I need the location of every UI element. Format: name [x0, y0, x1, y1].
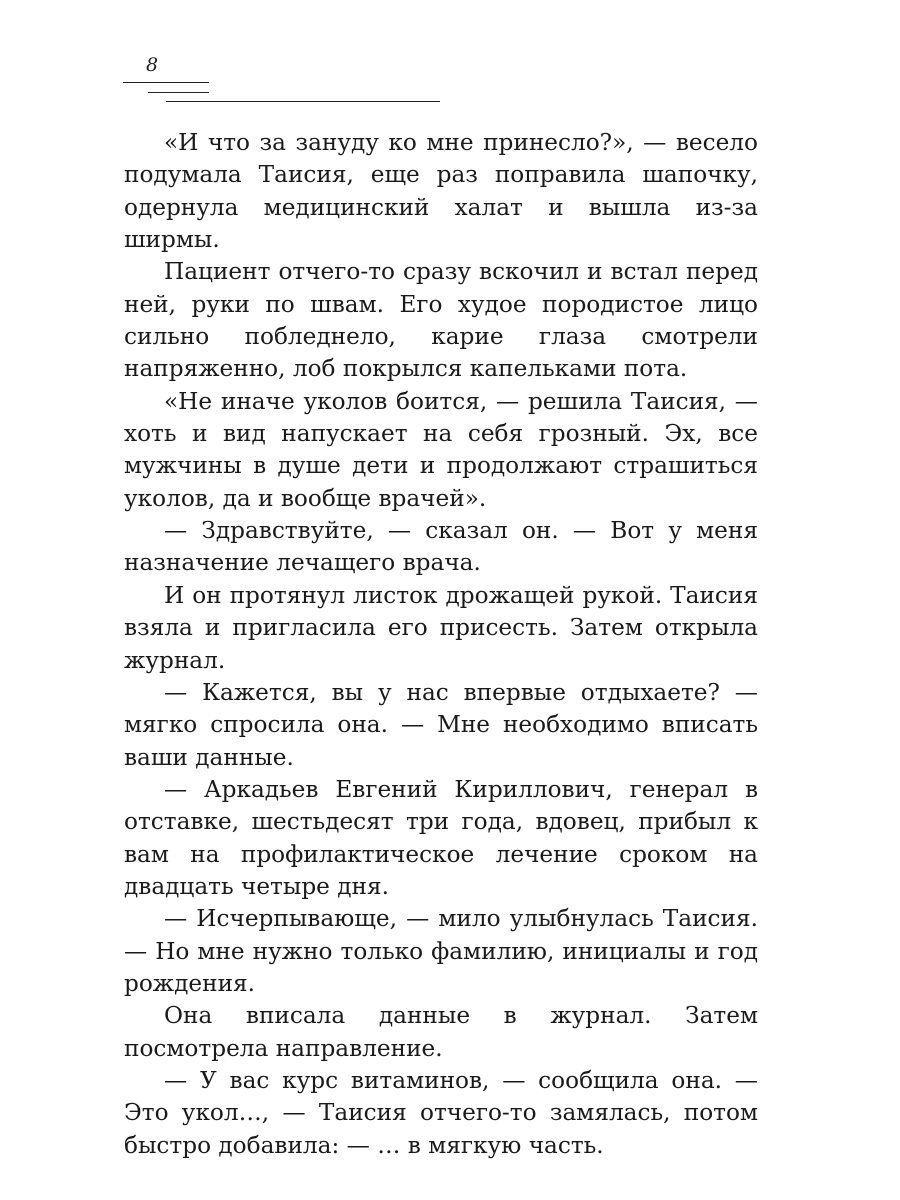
- paragraph: — Здравствуйте, — сказал он. — Вот у меня назначение лечащего врача.: [124, 517, 758, 577]
- header-rule-bottom: [166, 101, 440, 102]
- paragraph: Она вписала данные в журнал. Затем посмотрела направление.: [124, 1002, 758, 1062]
- paragraph: «И что за зануду ко мне принесло?», — весело подумала Таисия, еще раз поправила шапочку, одернула медицинский халат и вышла из-за ширмы.: [124, 129, 758, 254]
- page-number: 8: [146, 54, 159, 76]
- body-text: [124, 127, 758, 1162]
- paragraph: И он протянул листок дрожащей рукой. Таисия взяла и пригласила его присесть. Затем открыла журнал.: [124, 581, 758, 674]
- paragraph: «Не иначе уколов боится, — решила Таисия, — хоть и вид напускает на себя грозный. Эх, все мужчины в душе дети и продолжают страшиться уколов, да и вообще врачей».: [124, 387, 758, 512]
- page-header: [0, 0, 900, 110]
- header-rule-top: [123, 82, 209, 83]
- paragraph: — Аркадьев Евгений Кириллович, генерал в отставке, шестьдесят три года, вдовец, прибыл к вам на профилактическое лечение сроком на двадцать четыре дня.: [124, 775, 758, 900]
- paragraph: — Исчерпывающе, — мило улыбнулась Таисия. — Но мне нужно только фамилию, инициалы и год рождения.: [124, 905, 758, 997]
- paragraph: Пациент отчего-то сразу вскочил и встал перед ней, руки по швам. Его худое породистое лицо сильно побледнело, карие глаза смотрели напряженно, лоб покрылся капельками пота.: [124, 258, 758, 383]
- paragraph: — У вас курс витаминов, — сообщила она. — Это укол…, — Таисия отчего-то замялась, потом быстро добавила: — … в мягкую часть.: [124, 1066, 758, 1159]
- header-rule-middle: [148, 92, 209, 93]
- paragraph: — Кажется, вы у нас впервые отдыхаете? — мягко спросила она. — Мне необходимо вписать ваши данные.: [124, 678, 758, 771]
